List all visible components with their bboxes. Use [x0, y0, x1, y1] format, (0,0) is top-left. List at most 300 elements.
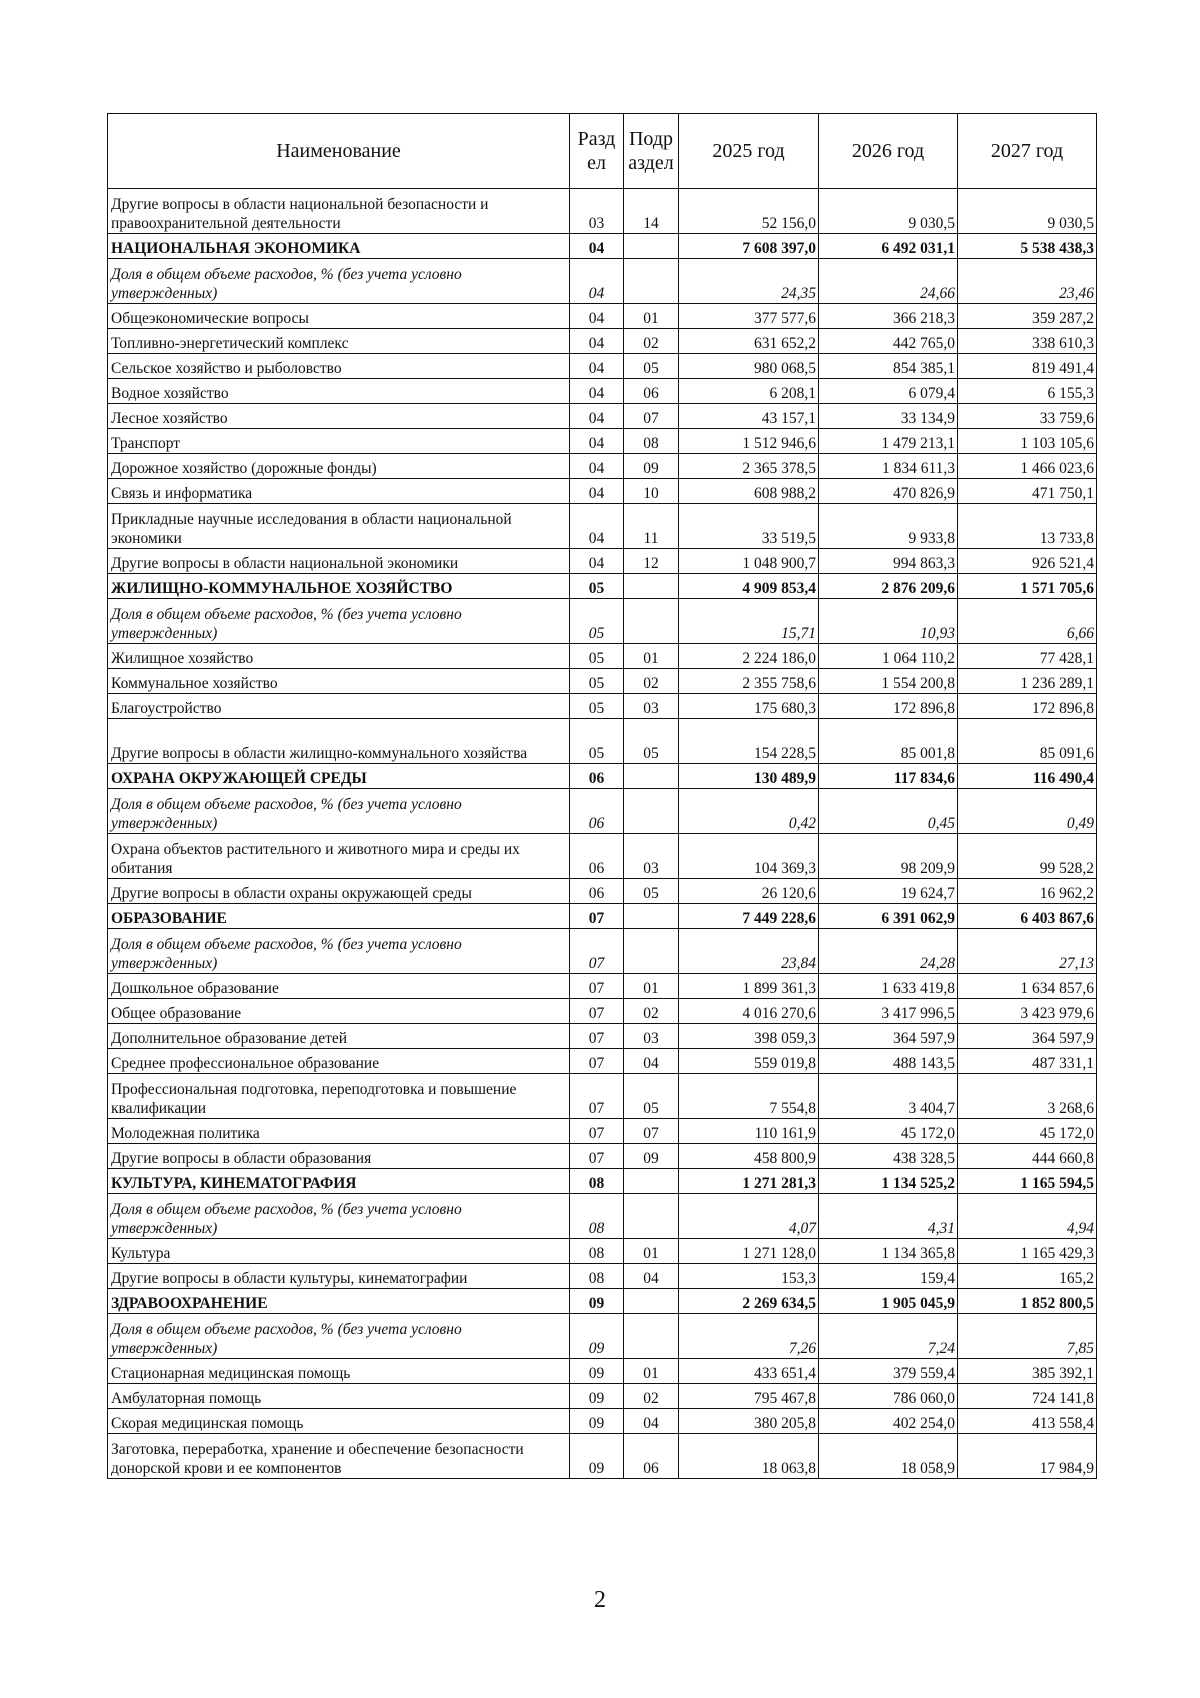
row-podrazdel-cell: 02	[624, 999, 679, 1024]
row-name-cell: ЖИЛИЩНО-КОММУНАЛЬНОЕ ХОЗЯЙСТВО	[108, 574, 570, 599]
row-razdel-cell: 07	[570, 929, 624, 974]
header-2026: 2026 год	[819, 114, 958, 189]
row-podrazdel-cell	[624, 1169, 679, 1194]
row-2027-cell: 45 172,0	[958, 1119, 1097, 1144]
row-2026-cell: 402 254,0	[819, 1409, 958, 1434]
table-row	[108, 694, 1097, 719]
row-podrazdel-cell: 01	[624, 974, 679, 999]
row-2025-cell: 43 157,1	[679, 404, 819, 429]
row-podrazdel-cell: 01	[624, 1239, 679, 1264]
row-podrazdel-cell	[624, 599, 679, 644]
row-name-cell: Прикладные научные исследования в области национальной экономики	[108, 504, 570, 549]
table-row	[108, 304, 1097, 329]
row-2027-cell: 1 236 289,1	[958, 669, 1097, 694]
row-2026-cell: 854 385,1	[819, 354, 958, 379]
row-podrazdel-cell: 05	[624, 354, 679, 379]
row-name-cell: Связь и информатика	[108, 479, 570, 504]
table-row	[108, 1359, 1097, 1384]
row-name-cell: Скорая медицинская помощь	[108, 1409, 570, 1434]
row-podrazdel-cell: 09	[624, 454, 679, 479]
row-podrazdel-cell	[624, 1314, 679, 1359]
row-razdel-cell: 06	[570, 879, 624, 904]
row-razdel-cell: 06	[570, 789, 624, 834]
row-2025-cell: 175 680,3	[679, 694, 819, 719]
table-row	[108, 1119, 1097, 1144]
row-2025-cell: 23,84	[679, 929, 819, 974]
table-header-row	[108, 114, 1097, 189]
row-name-cell: КУЛЬТУРА, КИНЕМАТОГРАФИЯ	[108, 1169, 570, 1194]
row-2026-cell: 0,45	[819, 789, 958, 834]
row-2025-cell: 2 355 758,6	[679, 669, 819, 694]
row-2026-cell: 45 172,0	[819, 1119, 958, 1144]
row-name-cell: НАЦИОНАЛЬНАЯ ЭКОНОМИКА	[108, 234, 570, 259]
row-2025-cell: 433 651,4	[679, 1359, 819, 1384]
row-name-cell: Другие вопросы в области образования	[108, 1144, 570, 1169]
row-2027-cell: 1 165 429,3	[958, 1239, 1097, 1264]
section-row	[108, 764, 1097, 789]
row-2027-cell: 413 558,4	[958, 1409, 1097, 1434]
row-name-cell: Другие вопросы в области национальной экономики	[108, 549, 570, 574]
row-razdel-cell: 07	[570, 1024, 624, 1049]
share-row	[108, 1314, 1097, 1359]
row-2025-cell: 18 063,8	[679, 1434, 819, 1479]
header-podrazdel: Подр аздел	[624, 114, 679, 189]
row-razdel-cell: 09	[570, 1289, 624, 1314]
table-row	[108, 1074, 1097, 1119]
row-2027-cell: 471 750,1	[958, 479, 1097, 504]
table-row	[108, 454, 1097, 479]
row-name-cell: Охрана объектов растительного и животного мира и среды их обитания	[108, 834, 570, 879]
row-2025-cell: 7 554,8	[679, 1074, 819, 1119]
row-2025-cell: 377 577,6	[679, 304, 819, 329]
budget-table	[107, 113, 1097, 1479]
row-name-cell: Культура	[108, 1239, 570, 1264]
row-2026-cell: 379 559,4	[819, 1359, 958, 1384]
row-razdel-cell: 04	[570, 454, 624, 479]
row-2027-cell: 33 759,6	[958, 404, 1097, 429]
row-name-cell: Другие вопросы в области культуры, кинематографии	[108, 1264, 570, 1289]
row-name-cell: Доля в общем объеме расходов, % (без учета условно утвержденных)	[108, 929, 570, 974]
share-row	[108, 789, 1097, 834]
row-2027-cell: 364 597,9	[958, 1024, 1097, 1049]
row-name-cell: Топливно-энергетический комплекс	[108, 329, 570, 354]
row-name-cell: Общее образование	[108, 999, 570, 1024]
document-page	[107, 113, 1096, 1479]
row-razdel-cell: 04	[570, 479, 624, 504]
row-podrazdel-cell	[624, 234, 679, 259]
row-2027-cell: 0,49	[958, 789, 1097, 834]
row-podrazdel-cell	[624, 929, 679, 974]
section-row	[108, 904, 1097, 929]
row-2026-cell: 98 209,9	[819, 834, 958, 879]
row-2026-cell: 7,24	[819, 1314, 958, 1359]
row-2025-cell: 2 269 634,5	[679, 1289, 819, 1314]
row-podrazdel-cell: 02	[624, 1384, 679, 1409]
row-podrazdel-cell: 07	[624, 404, 679, 429]
row-2026-cell: 117 834,6	[819, 764, 958, 789]
row-name-cell: Другие вопросы в области жилищно-коммунального хозяйства	[108, 719, 570, 764]
row-2027-cell: 1 852 800,5	[958, 1289, 1097, 1314]
row-name-cell: Амбулаторная помощь	[108, 1384, 570, 1409]
row-2025-cell: 2 365 378,5	[679, 454, 819, 479]
row-razdel-cell: 09	[570, 1314, 624, 1359]
share-row	[108, 599, 1097, 644]
row-name-cell: Транспорт	[108, 429, 570, 454]
header-2027: 2027 год	[958, 114, 1097, 189]
row-podrazdel-cell: 03	[624, 694, 679, 719]
row-2027-cell: 27,13	[958, 929, 1097, 974]
row-name-cell: Другие вопросы в области национальной безопасности и правоохранительной деятельности	[108, 189, 570, 234]
row-name-cell: ЗДРАВООХРАНЕНИЕ	[108, 1289, 570, 1314]
row-2026-cell: 366 218,3	[819, 304, 958, 329]
table-row	[108, 669, 1097, 694]
row-2027-cell: 3 423 979,6	[958, 999, 1097, 1024]
row-2027-cell: 13 733,8	[958, 504, 1097, 549]
row-2025-cell: 33 519,5	[679, 504, 819, 549]
row-2026-cell: 9 933,8	[819, 504, 958, 549]
row-podrazdel-cell: 01	[624, 1359, 679, 1384]
page-number: 2	[594, 1587, 606, 1613]
row-2025-cell: 458 800,9	[679, 1144, 819, 1169]
table-row	[108, 429, 1097, 454]
row-razdel-cell: 07	[570, 1144, 624, 1169]
row-2026-cell: 6 391 062,9	[819, 904, 958, 929]
row-podrazdel-cell	[624, 904, 679, 929]
table-row	[108, 189, 1097, 234]
row-razdel-cell: 04	[570, 259, 624, 304]
row-podrazdel-cell: 04	[624, 1409, 679, 1434]
share-row	[108, 1194, 1097, 1239]
row-2026-cell: 4,31	[819, 1194, 958, 1239]
row-2027-cell: 6,66	[958, 599, 1097, 644]
row-razdel-cell: 07	[570, 999, 624, 1024]
row-2027-cell: 4,94	[958, 1194, 1097, 1239]
section-row	[108, 234, 1097, 259]
row-name-cell: Доля в общем объеме расходов, % (без учета условно утвержденных)	[108, 1314, 570, 1359]
table-body	[108, 189, 1097, 1479]
table-row	[108, 379, 1097, 404]
row-podrazdel-cell: 12	[624, 549, 679, 574]
row-2026-cell: 19 624,7	[819, 879, 958, 904]
row-podrazdel-cell	[624, 764, 679, 789]
row-name-cell: Доля в общем объеме расходов, % (без учета условно утвержденных)	[108, 599, 570, 644]
row-name-cell: Дорожное хозяйство (дорожные фонды)	[108, 454, 570, 479]
row-2027-cell: 99 528,2	[958, 834, 1097, 879]
row-2025-cell: 1 271 128,0	[679, 1239, 819, 1264]
row-2026-cell: 3 404,7	[819, 1074, 958, 1119]
row-razdel-cell: 04	[570, 429, 624, 454]
row-podrazdel-cell: 03	[624, 1024, 679, 1049]
row-2026-cell: 442 765,0	[819, 329, 958, 354]
row-razdel-cell: 05	[570, 599, 624, 644]
row-2025-cell: 24,35	[679, 259, 819, 304]
row-name-cell: Стационарная медицинская помощь	[108, 1359, 570, 1384]
row-2027-cell: 1 571 705,6	[958, 574, 1097, 599]
row-2025-cell: 559 019,8	[679, 1049, 819, 1074]
row-razdel-cell: 09	[570, 1359, 624, 1384]
row-2027-cell: 7,85	[958, 1314, 1097, 1359]
row-razdel-cell: 05	[570, 669, 624, 694]
row-razdel-cell: 06	[570, 834, 624, 879]
row-name-cell: Водное хозяйство	[108, 379, 570, 404]
row-name-cell: Доля в общем объеме расходов, % (без учета условно утвержденных)	[108, 1194, 570, 1239]
row-razdel-cell: 04	[570, 304, 624, 329]
row-name-cell: Молодежная политика	[108, 1119, 570, 1144]
row-podrazdel-cell: 08	[624, 429, 679, 454]
row-name-cell: Другие вопросы в области охраны окружающей среды	[108, 879, 570, 904]
row-2027-cell: 1 103 105,6	[958, 429, 1097, 454]
row-2027-cell: 1 466 023,6	[958, 454, 1097, 479]
row-2027-cell: 116 490,4	[958, 764, 1097, 789]
row-2027-cell: 338 610,3	[958, 329, 1097, 354]
row-2026-cell: 1 633 419,8	[819, 974, 958, 999]
row-2027-cell: 85 091,6	[958, 719, 1097, 764]
table-row	[108, 1049, 1097, 1074]
row-2025-cell: 154 228,5	[679, 719, 819, 764]
table-row	[108, 504, 1097, 549]
row-2027-cell: 16 962,2	[958, 879, 1097, 904]
row-2027-cell: 5 538 438,3	[958, 234, 1097, 259]
row-2025-cell: 4 909 853,4	[679, 574, 819, 599]
row-2026-cell: 1 554 200,8	[819, 669, 958, 694]
row-2027-cell: 165,2	[958, 1264, 1097, 1289]
header-name: Наименование	[108, 114, 570, 189]
row-2027-cell: 1 165 594,5	[958, 1169, 1097, 1194]
row-razdel-cell: 03	[570, 189, 624, 234]
row-2025-cell: 104 369,3	[679, 834, 819, 879]
table-row	[108, 404, 1097, 429]
header-razdel: Разд ел	[570, 114, 624, 189]
row-2026-cell: 1 834 611,3	[819, 454, 958, 479]
row-podrazdel-cell: 02	[624, 669, 679, 694]
row-name-cell: Доля в общем объеме расходов, % (без учета условно утвержденных)	[108, 789, 570, 834]
row-podrazdel-cell: 01	[624, 304, 679, 329]
row-2025-cell: 380 205,8	[679, 1409, 819, 1434]
row-razdel-cell: 04	[570, 549, 624, 574]
row-2026-cell: 1 905 045,9	[819, 1289, 958, 1314]
row-2026-cell: 1 479 213,1	[819, 429, 958, 454]
row-2025-cell: 7,26	[679, 1314, 819, 1359]
row-name-cell: Дополнительное образование детей	[108, 1024, 570, 1049]
row-podrazdel-cell: 01	[624, 644, 679, 669]
row-name-cell: Доля в общем объеме расходов, % (без учета условно утвержденных)	[108, 259, 570, 304]
row-podrazdel-cell	[624, 259, 679, 304]
table-row	[108, 644, 1097, 669]
table-row	[108, 329, 1097, 354]
row-2025-cell: 130 489,9	[679, 764, 819, 789]
row-2025-cell: 980 068,5	[679, 354, 819, 379]
row-razdel-cell: 09	[570, 1384, 624, 1409]
row-2026-cell: 33 134,9	[819, 404, 958, 429]
table-row	[108, 549, 1097, 574]
row-razdel-cell: 07	[570, 1049, 624, 1074]
row-podrazdel-cell	[624, 789, 679, 834]
row-podrazdel-cell: 05	[624, 1074, 679, 1119]
row-name-cell: Лесное хозяйство	[108, 404, 570, 429]
table-row	[108, 974, 1097, 999]
row-podrazdel-cell	[624, 574, 679, 599]
row-podrazdel-cell	[624, 1194, 679, 1239]
row-2026-cell: 1 134 365,8	[819, 1239, 958, 1264]
row-2025-cell: 0,42	[679, 789, 819, 834]
row-2025-cell: 110 161,9	[679, 1119, 819, 1144]
row-name-cell: Среднее профессиональное образование	[108, 1049, 570, 1074]
row-2025-cell: 1 271 281,3	[679, 1169, 819, 1194]
row-2026-cell: 786 060,0	[819, 1384, 958, 1409]
row-2027-cell: 724 141,8	[958, 1384, 1097, 1409]
row-razdel-cell: 05	[570, 644, 624, 669]
row-razdel-cell: 09	[570, 1409, 624, 1434]
header-2025: 2025 год	[679, 114, 819, 189]
row-razdel-cell: 07	[570, 1119, 624, 1144]
row-name-cell: Профессиональная подготовка, переподготовка и повышение квалификации	[108, 1074, 570, 1119]
row-2027-cell: 6 155,3	[958, 379, 1097, 404]
section-row	[108, 574, 1097, 599]
row-2026-cell: 438 328,5	[819, 1144, 958, 1169]
row-name-cell: Коммунальное хозяйство	[108, 669, 570, 694]
row-podrazdel-cell: 14	[624, 189, 679, 234]
row-razdel-cell: 04	[570, 329, 624, 354]
row-razdel-cell: 04	[570, 504, 624, 549]
row-2026-cell: 6 079,4	[819, 379, 958, 404]
row-2027-cell: 487 331,1	[958, 1049, 1097, 1074]
row-2026-cell: 159,4	[819, 1264, 958, 1289]
row-2025-cell: 52 156,0	[679, 189, 819, 234]
row-2025-cell: 1 512 946,6	[679, 429, 819, 454]
row-2025-cell: 7 608 397,0	[679, 234, 819, 259]
row-razdel-cell: 05	[570, 574, 624, 599]
row-name-cell: Благоустройство	[108, 694, 570, 719]
row-razdel-cell: 08	[570, 1194, 624, 1239]
row-2025-cell: 15,71	[679, 599, 819, 644]
row-2026-cell: 1 064 110,2	[819, 644, 958, 669]
row-2025-cell: 26 120,6	[679, 879, 819, 904]
row-podrazdel-cell: 07	[624, 1119, 679, 1144]
table-row	[108, 354, 1097, 379]
table-row	[108, 999, 1097, 1024]
row-2026-cell: 24,66	[819, 259, 958, 304]
row-2025-cell: 4,07	[679, 1194, 819, 1239]
row-2025-cell: 2 224 186,0	[679, 644, 819, 669]
row-2027-cell: 77 428,1	[958, 644, 1097, 669]
row-razdel-cell: 06	[570, 764, 624, 789]
row-2027-cell: 6 403 867,6	[958, 904, 1097, 929]
row-razdel-cell: 07	[570, 904, 624, 929]
row-2027-cell: 926 521,4	[958, 549, 1097, 574]
row-razdel-cell: 08	[570, 1169, 624, 1194]
row-name-cell: Заготовка, переработка, хранение и обеспечение безопасности донорской крови и ее компонентов	[108, 1434, 570, 1479]
row-podrazdel-cell: 06	[624, 1434, 679, 1479]
row-2025-cell: 1 048 900,7	[679, 549, 819, 574]
row-2026-cell: 6 492 031,1	[819, 234, 958, 259]
row-podrazdel-cell: 10	[624, 479, 679, 504]
row-2027-cell: 172 896,8	[958, 694, 1097, 719]
row-2026-cell: 10,93	[819, 599, 958, 644]
row-2026-cell: 1 134 525,2	[819, 1169, 958, 1194]
row-name-cell: Жилищное хозяйство	[108, 644, 570, 669]
table-row	[108, 1024, 1097, 1049]
share-row	[108, 259, 1097, 304]
table-row	[108, 834, 1097, 879]
row-2025-cell: 6 208,1	[679, 379, 819, 404]
row-2027-cell: 23,46	[958, 259, 1097, 304]
table-row	[108, 1409, 1097, 1434]
table-row	[108, 879, 1097, 904]
row-name-cell: Дошкольное образование	[108, 974, 570, 999]
row-podrazdel-cell: 06	[624, 379, 679, 404]
row-2027-cell: 385 392,1	[958, 1359, 1097, 1384]
row-razdel-cell: 08	[570, 1239, 624, 1264]
row-2025-cell: 795 467,8	[679, 1384, 819, 1409]
row-2025-cell: 631 652,2	[679, 329, 819, 354]
row-2026-cell: 3 417 996,5	[819, 999, 958, 1024]
share-row	[108, 929, 1097, 974]
row-2026-cell: 24,28	[819, 929, 958, 974]
table-row	[108, 1239, 1097, 1264]
row-name-cell: ОХРАНА ОКРУЖАЮЩЕЙ СРЕДЫ	[108, 764, 570, 789]
row-2027-cell: 359 287,2	[958, 304, 1097, 329]
row-2026-cell: 85 001,8	[819, 719, 958, 764]
row-podrazdel-cell: 05	[624, 719, 679, 764]
row-razdel-cell: 05	[570, 694, 624, 719]
row-razdel-cell: 08	[570, 1264, 624, 1289]
table-row	[108, 1144, 1097, 1169]
section-row	[108, 1169, 1097, 1194]
row-2027-cell: 17 984,9	[958, 1434, 1097, 1479]
row-2026-cell: 488 143,5	[819, 1049, 958, 1074]
row-2027-cell: 1 634 857,6	[958, 974, 1097, 999]
row-2027-cell: 444 660,8	[958, 1144, 1097, 1169]
row-2026-cell: 9 030,5	[819, 189, 958, 234]
row-2027-cell: 3 268,6	[958, 1074, 1097, 1119]
table-row	[108, 1264, 1097, 1289]
row-2026-cell: 18 058,9	[819, 1434, 958, 1479]
row-2027-cell: 819 491,4	[958, 354, 1097, 379]
row-razdel-cell: 07	[570, 1074, 624, 1119]
row-name-cell: Сельское хозяйство и рыболовство	[108, 354, 570, 379]
row-2026-cell: 470 826,9	[819, 479, 958, 504]
row-razdel-cell: 04	[570, 379, 624, 404]
row-podrazdel-cell: 04	[624, 1264, 679, 1289]
row-podrazdel-cell: 02	[624, 329, 679, 354]
section-row	[108, 1289, 1097, 1314]
row-razdel-cell: 04	[570, 234, 624, 259]
row-2026-cell: 364 597,9	[819, 1024, 958, 1049]
row-razdel-cell: 07	[570, 974, 624, 999]
row-razdel-cell: 04	[570, 354, 624, 379]
row-2025-cell: 1 899 361,3	[679, 974, 819, 999]
table-row	[108, 1434, 1097, 1479]
row-2025-cell: 4 016 270,6	[679, 999, 819, 1024]
row-podrazdel-cell	[624, 1289, 679, 1314]
row-razdel-cell: 05	[570, 719, 624, 764]
row-podrazdel-cell: 11	[624, 504, 679, 549]
row-podrazdel-cell: 03	[624, 834, 679, 879]
table-row	[108, 719, 1097, 764]
row-2026-cell: 2 876 209,6	[819, 574, 958, 599]
row-razdel-cell: 04	[570, 404, 624, 429]
row-2025-cell: 608 988,2	[679, 479, 819, 504]
row-2026-cell: 172 896,8	[819, 694, 958, 719]
table-row	[108, 1384, 1097, 1409]
row-2025-cell: 398 059,3	[679, 1024, 819, 1049]
row-razdel-cell: 09	[570, 1434, 624, 1479]
row-2026-cell: 994 863,3	[819, 549, 958, 574]
row-podrazdel-cell: 05	[624, 879, 679, 904]
row-podrazdel-cell: 09	[624, 1144, 679, 1169]
row-podrazdel-cell: 04	[624, 1049, 679, 1074]
row-name-cell: Общеэкономические вопросы	[108, 304, 570, 329]
